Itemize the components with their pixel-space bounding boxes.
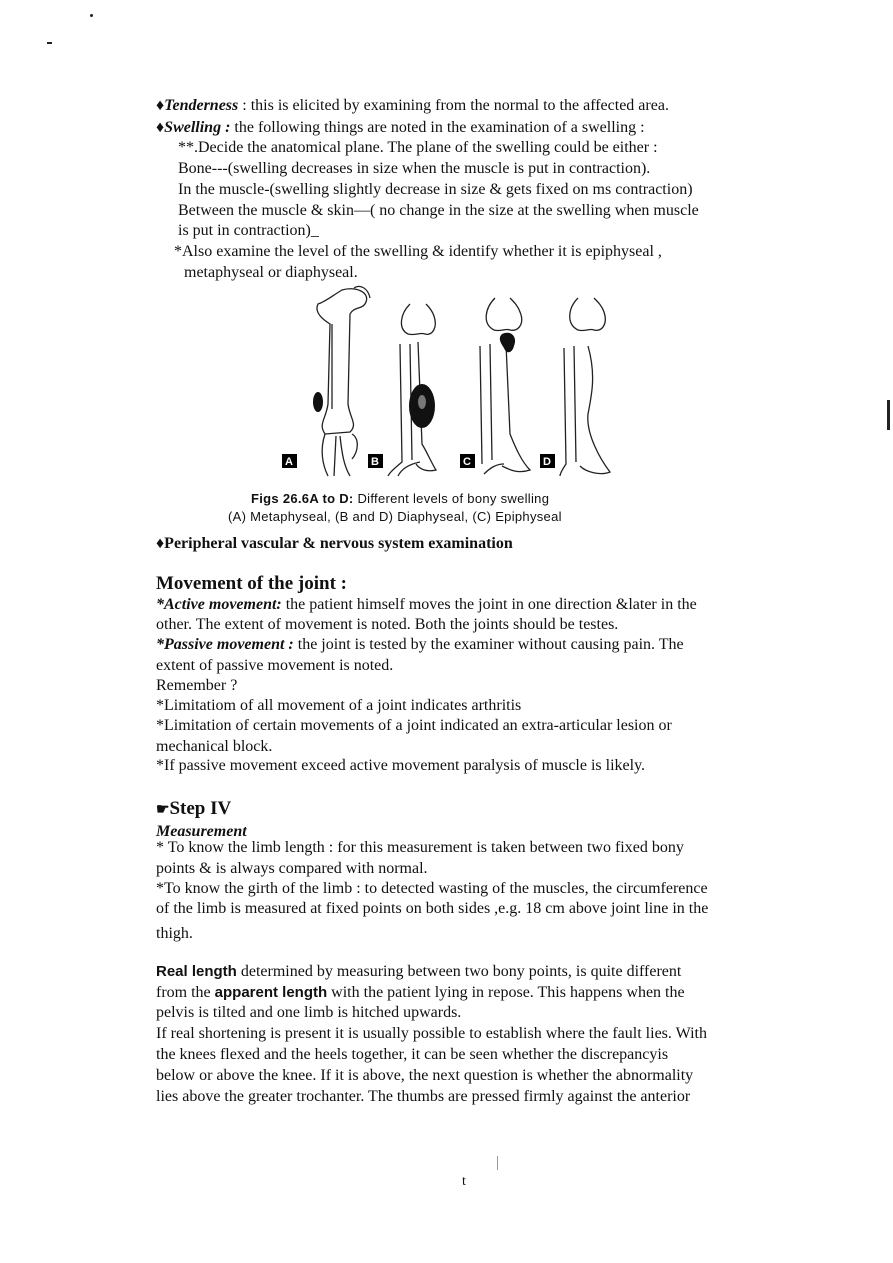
swelling-c-epiphyseal bbox=[500, 333, 515, 353]
swelling-line: is put in contraction)_ bbox=[178, 222, 319, 239]
measurement-line: of the limb is measured at fixed points on both sides ,e.g. 18 cm above joint line in the bbox=[156, 900, 709, 917]
measurement-line: points & is always compared with normal. bbox=[156, 860, 428, 877]
passive-movement-term: *Passive movement : bbox=[156, 636, 294, 653]
movement-point: mechanical block. bbox=[156, 738, 273, 755]
real-length-text: determined by measuring between two bony points, is quite different bbox=[236, 963, 682, 980]
measurement-subheading: Measurement bbox=[156, 823, 247, 840]
real-length-term: Real length bbox=[156, 963, 237, 980]
active-movement-text: the patient himself moves the joint in one direction &later in the bbox=[281, 596, 697, 613]
peripheral-heading bbox=[156, 534, 513, 554]
scan-dash bbox=[47, 42, 52, 44]
swelling-paragraph bbox=[156, 118, 645, 138]
swelling-line: metaphyseal or diaphyseal. bbox=[184, 264, 358, 281]
bone-a-femur bbox=[317, 286, 370, 476]
apparent-length-pre: from the bbox=[156, 984, 215, 1001]
scan-dash bbox=[887, 400, 890, 430]
diamond-bullet-icon: ♦ bbox=[156, 119, 165, 136]
swelling-line: **.Decide the anatomical plane. The plane of the swelling could be either : bbox=[178, 139, 658, 156]
apparent-length-line bbox=[156, 983, 685, 1003]
real-length-line bbox=[156, 962, 681, 982]
step-heading-text: Step IV bbox=[169, 798, 232, 819]
bony-swelling-figure bbox=[270, 284, 630, 484]
pointing-hand-icon: ☛ bbox=[156, 802, 170, 818]
swelling-line: In the muscle-(swelling slightly decrease in size & gets fixed on ms contraction) bbox=[178, 181, 693, 198]
tenderness-text: : this is elicited by examining from the normal to the affected area. bbox=[238, 97, 669, 114]
panel-label-a: A bbox=[285, 456, 293, 468]
scan-dash bbox=[497, 1156, 498, 1170]
remember-line: Remember ? bbox=[156, 677, 238, 694]
bone-d bbox=[560, 298, 610, 476]
panel-label-c: C bbox=[463, 456, 471, 468]
movement-heading: Movement of the joint : bbox=[156, 573, 348, 594]
figure-caption-line2: (A) Metaphyseal, (B and D) Diaphyseal, (C) Epiphyseal bbox=[228, 509, 562, 524]
swelling-term: Swelling : bbox=[164, 119, 231, 136]
real-length-line: pelvis is tilted and one limb is hitched upwards. bbox=[156, 1004, 462, 1021]
movement-point: *Limitation of certain movements of a joint indicated an extra-articular lesion or bbox=[156, 717, 672, 734]
measurement-line: * To know the limb length : for this measurement is taken between two fixed bony bbox=[156, 839, 684, 856]
swelling-line: Between the muscle & skin—( no change in the size at the swelling when muscle bbox=[178, 202, 699, 219]
real-length-line: below or above the knee. If it is above, the next question is whether the abnormality bbox=[156, 1067, 694, 1084]
tenderness-term: Tenderness bbox=[164, 97, 239, 114]
active-movement-term: *Active movement: bbox=[156, 596, 282, 613]
real-length-line: If real shortening is present it is usually possible to establish where the fault lies. With bbox=[156, 1025, 707, 1042]
active-movement-line2: other. The extent of movement is noted. Both the joints should be testes. bbox=[156, 616, 619, 633]
step-heading bbox=[156, 799, 231, 820]
apparent-length-term: apparent length bbox=[214, 984, 328, 1001]
measurement-line: *To know the girth of the limb : to detected wasting of the muscles, the circumference bbox=[156, 880, 708, 897]
swelling-text: the following things are noted in the examination of a swelling : bbox=[230, 119, 645, 136]
swelling-line: *Also examine the level of the swelling & identify whether it is epiphyseal , bbox=[174, 243, 662, 260]
footer-mark: t bbox=[462, 1174, 466, 1189]
tenderness-paragraph bbox=[156, 96, 669, 116]
swelling-line: Bone---(swelling decreases in size when the muscle is put in contraction). bbox=[178, 160, 651, 177]
apparent-length-post: with the patient lying in repose. This happens when the bbox=[327, 984, 685, 1001]
passive-movement-line bbox=[156, 635, 684, 655]
scan-dot bbox=[90, 14, 93, 17]
diamond-bullet-icon: ♦ bbox=[156, 97, 165, 114]
passive-movement-text: the joint is tested by the examiner without causing pain. The bbox=[293, 636, 684, 653]
movement-point: *Limitatiom of all movement of a joint indicates arthritis bbox=[156, 697, 522, 714]
swelling-b-highlight bbox=[418, 395, 426, 409]
diamond-bullet-icon: ♦ bbox=[156, 535, 165, 552]
real-length-line: lies above the greater trochanter. The thumbs are pressed firmly against the anterior bbox=[156, 1088, 691, 1105]
bone-c bbox=[480, 298, 530, 474]
figure-caption bbox=[251, 491, 549, 506]
passive-movement-line2: extent of passive movement is noted. bbox=[156, 657, 394, 674]
swelling-a-metaphyseal bbox=[313, 392, 323, 412]
figure-caption-bold: Figs 26.6A to D: bbox=[251, 491, 354, 506]
figure-caption-rest: Different levels of bony swelling bbox=[353, 491, 550, 506]
movement-point: *If passive movement exceed active movement paralysis of muscle is likely. bbox=[156, 757, 646, 774]
peripheral-text: Peripheral vascular & nervous system examination bbox=[164, 535, 513, 552]
panel-label-b: B bbox=[371, 456, 379, 468]
real-length-line: the knees flexed and the heels together, it can be seen whether the discrepancyis bbox=[156, 1046, 669, 1063]
panel-label-d: D bbox=[543, 456, 551, 468]
measurement-line: thigh. bbox=[156, 925, 193, 942]
active-movement-line bbox=[156, 595, 697, 615]
